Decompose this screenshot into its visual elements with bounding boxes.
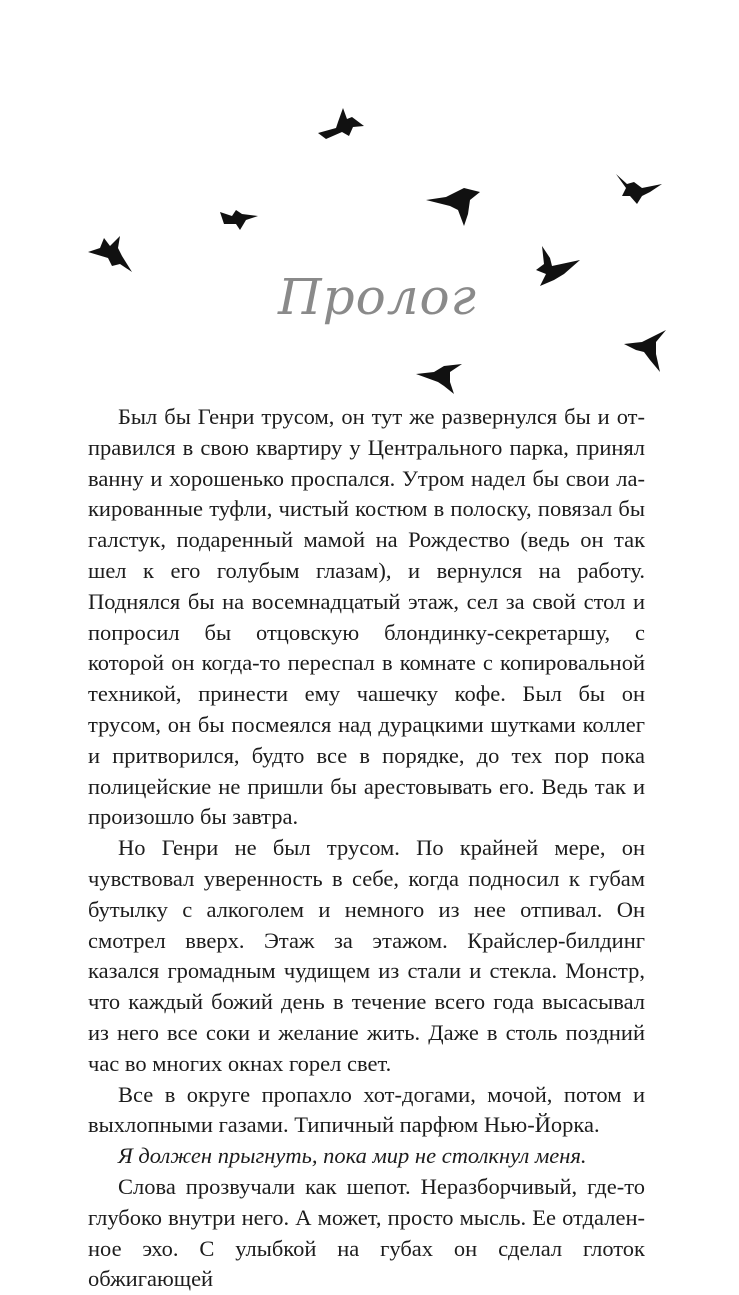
italic-paragraph: Я должен прыгнуть, пока мир не столкнул меня. (118, 1143, 587, 1169)
bird-icon (622, 328, 668, 374)
bird-icon (218, 204, 260, 232)
paragraph: Но Генри не был трусом. По крайней мере, он чувствовал уверенность в себе, когда подносил к губам бутылку с алкоголем и немного из нее отпивал. Он смотрел вверх. Этаж за этажом. Крайслер-билдинг казался громадным чудищем из стали и стекла. Монстр, что каждый божий день в течение всего года высасывал из него все соки и желание жить. Даже в столь поздний час во многих окнах горел свет. (88, 835, 645, 1076)
body-text (88, 402, 645, 1295)
bird-icon (424, 186, 482, 228)
bird-icon (414, 362, 464, 396)
paragraph: Слова прозвучали как шепот. Неразборчивый, где-то глубоко внутри него. А может, просто мысль. Ее отдаленное эхо. С улыбкой на губах он сделал глоток обжигающей (88, 1173, 645, 1292)
bird-icon (532, 244, 582, 288)
bird-icon (316, 106, 366, 144)
paragraph: Был бы Генри трусом, он тут же развернулся бы и отправился в свою квартиру у Центрального парка, принял ванну и хорошенько проспался. Утром надел бы свои лакированные туфли, чистый костюм в полоску, повязал бы галстук, подаренный мамой на Рождество (ведь он так шел к его голубым глазам), и вернулся на работу. Поднялся бы на восемнадцатый этаж, сел за свой стол и попросил бы отцовскую блондинку-секретаршу, с которой он когда-то переспал в комнате с копировальной техникой, принести ему чашечку кофе. Был бы он трусом, он бы посмеялся над дурацкими шутками коллег и притворился, будто все в порядке, до тех пор пока полицейские не пришли бы арестовывать его. Ведь так и произошло бы завтра. (88, 404, 645, 830)
bird-icon (612, 170, 664, 206)
bird-icon (86, 232, 136, 274)
chapter-title: Пролог (278, 268, 477, 326)
paragraph: Все в округе пропахло хот-догами, мочой, потом и выхлопными газами. Типичный парфюм Нью-Йорка. (88, 1081, 645, 1138)
